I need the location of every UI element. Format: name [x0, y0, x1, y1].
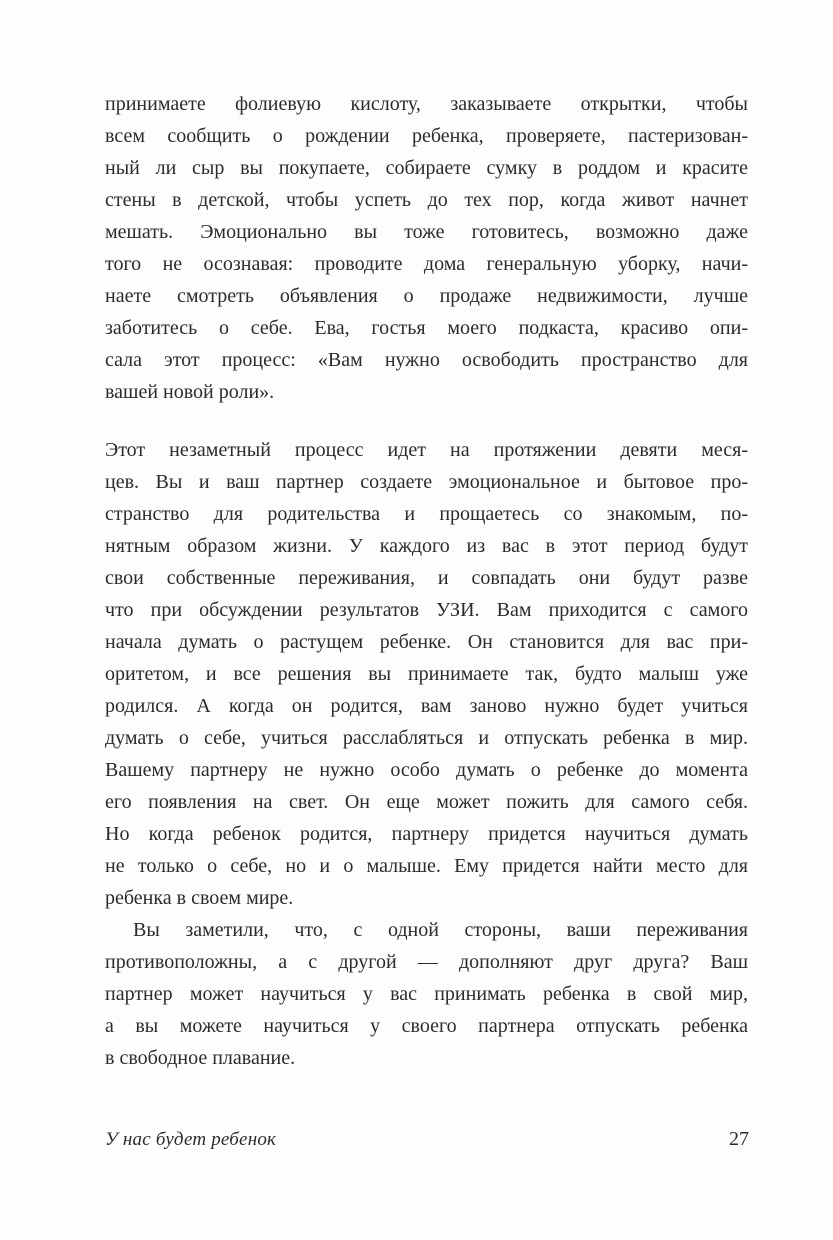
text-line: вашей новой роли». [105, 381, 275, 403]
text-line: оритетом, и все решения вы принимаете так, будто малыш уже [105, 663, 748, 685]
text-line: его появления на свет. Он еще может пожить для самого себя. [105, 791, 748, 813]
text-line: что при обсуждении результатов УЗИ. Вам приходится с самого [105, 599, 748, 621]
text-line: нятным образом жизни. У каждого из вас в этот период будут [105, 535, 748, 557]
text-line: всем сообщить о рождении ребенка, проверяете, пастеризован- [105, 125, 748, 147]
text-line: думать о себе, учиться расслабляться и отпускать ребенка в мир. [105, 727, 748, 749]
text-line: Этот незаметный процесс идет на протяжении девяти меся- [105, 439, 748, 461]
text-line: мешать. Эмоционально вы тоже готовитесь, возможно даже [105, 221, 748, 243]
text-line: в свободное плавание. [105, 1047, 296, 1069]
text-line: начала думать о растущем ребенке. Он становится для вас при- [105, 631, 748, 653]
page-body-text [105, 88, 748, 1074]
text-line: цев. Вы и ваш партнер создаете эмоциональное и бытовое про- [105, 471, 748, 493]
text-line: странство для родительства и прощаетесь со знакомым, по- [105, 503, 748, 525]
text-line: Вашему партнеру не нужно особо думать о ребенке до момента [105, 759, 748, 781]
text-line: сала этот процесс: «Вам нужно освободить пространство для [105, 349, 748, 371]
text-line: противоположны, а с другой — дополняют друг друга? Ваш [105, 951, 748, 973]
text-line: ный ли сыр вы покупаете, собираете сумку в роддом и красите [105, 157, 748, 179]
text-line: принимаете фолиевую кислоту, заказываете открытки, чтобы [105, 93, 748, 115]
text-line: ребенка в своем мире. [105, 887, 294, 909]
page-footer [105, 1128, 749, 1151]
paragraph [105, 88, 748, 408]
text-line: наете смотреть объявления о продаже недвижимости, лучше [105, 285, 748, 307]
paragraph [105, 914, 748, 1074]
text-line: заботитесь о себе. Ева, гостья моего подкаста, красиво опи- [105, 317, 748, 339]
running-title: У нас будет ребенок [105, 1129, 277, 1150]
text-line: партнер может научиться у вас принимать ребенка в свой мир, [105, 983, 748, 1005]
text-line: Вы заметили, что, с одной стороны, ваши переживания [133, 919, 748, 941]
text-line: того не осознавая: проводите дома генеральную уборку, начи- [105, 253, 748, 275]
text-line: стены в детской, чтобы успеть до тех пор, когда живот начнет [105, 189, 748, 211]
paragraph [105, 434, 748, 914]
text-line: не только о себе, но и о малыше. Ему придется найти место для [105, 855, 748, 877]
text-line: свои собственные переживания, и совпадать они будут разве [105, 567, 748, 589]
page-number: 27 [729, 1128, 749, 1150]
text-line: Но когда ребенок родится, партнеру придется научиться думать [105, 823, 748, 845]
text-line: а вы можете научиться у своего партнера отпускать ребенка [105, 1015, 748, 1037]
text-line: родился. А когда он родится, вам заново нужно будет учиться [105, 695, 748, 717]
